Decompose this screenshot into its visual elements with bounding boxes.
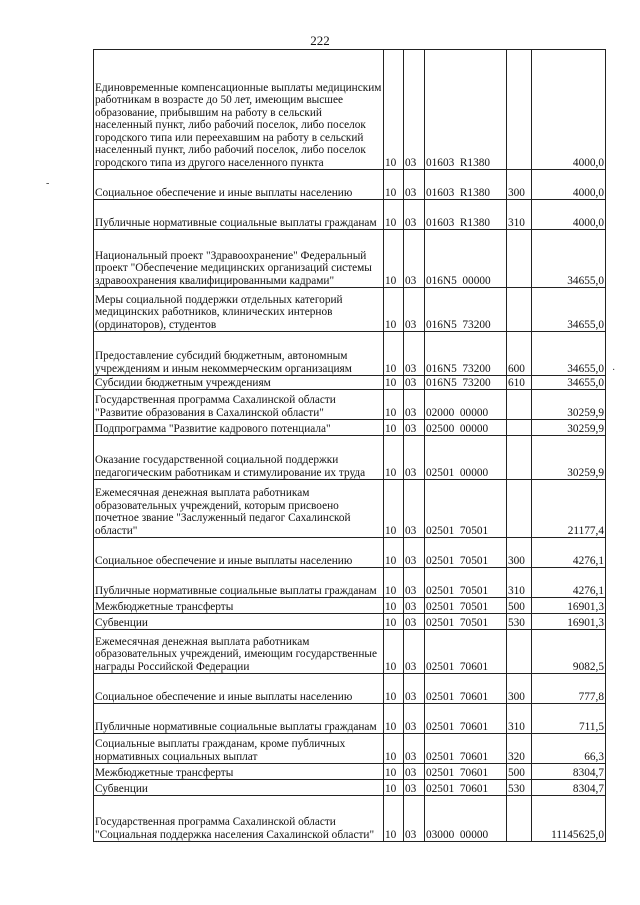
- row-name-cell: Межбюджетные трансферты: [94, 598, 384, 614]
- row-section-cell: 10: [384, 200, 404, 230]
- table-row: [94, 568, 606, 598]
- row-target-article-cell: 02000 00000: [425, 390, 507, 420]
- row-expense-type-cell: 500: [507, 764, 532, 780]
- row-sum-cell: 66,3: [532, 734, 606, 764]
- table-row: [94, 50, 606, 170]
- row-expense-type-cell: 310: [507, 200, 532, 230]
- table-row: [94, 598, 606, 614]
- row-target-article-cell: 02501 70501: [425, 614, 507, 630]
- row-subsection-cell: 03: [404, 170, 425, 200]
- row-subsection-cell: 03: [404, 420, 425, 436]
- table-row: [94, 780, 606, 796]
- table-row: [94, 288, 606, 332]
- row-expense-type-cell: [507, 288, 532, 332]
- page-number: 222: [310, 33, 330, 48]
- row-target-article-cell: 02501 00000: [425, 436, 507, 480]
- row-expense-type-cell: 530: [507, 780, 532, 796]
- row-name-cell: Субвенции: [94, 780, 384, 796]
- row-section-cell: 10: [384, 568, 404, 598]
- row-section-cell: 10: [384, 674, 404, 704]
- row-section-cell: 10: [384, 734, 404, 764]
- row-name-cell: Государственная программа Сахалинской области "Развитие образования в Сахалинской области": [94, 390, 384, 420]
- row-target-article-cell: 02501 70501: [425, 568, 507, 598]
- scan-mark: ‐: [46, 178, 50, 189]
- row-name-cell: Социальные выплаты гражданам, кроме публичных нормативных социальных выплат: [94, 734, 384, 764]
- row-subsection-cell: 03: [404, 614, 425, 630]
- row-target-article-cell: 01603 R1380: [425, 170, 507, 200]
- row-subsection-cell: 03: [404, 288, 425, 332]
- row-expense-type-cell: [507, 630, 532, 674]
- row-subsection-cell: 03: [404, 230, 425, 288]
- table-row: [94, 614, 606, 630]
- row-target-article-cell: 02501 70601: [425, 734, 507, 764]
- row-expense-type-cell: [507, 420, 532, 436]
- row-name-cell: Подпрограмма "Развитие кадрового потенциала": [94, 420, 384, 436]
- row-name-cell: Субсидии бюджетным учреждениям: [94, 376, 384, 390]
- table-row: [94, 230, 606, 288]
- row-sum-cell: 4000,0: [532, 200, 606, 230]
- row-name-cell: Публичные нормативные социальные выплаты гражданам: [94, 568, 384, 598]
- table-row: [94, 436, 606, 480]
- table-row: [94, 734, 606, 764]
- row-expense-type-cell: 300: [507, 170, 532, 200]
- row-subsection-cell: 03: [404, 390, 425, 420]
- row-expense-type-cell: 500: [507, 598, 532, 614]
- row-sum-cell: 21177,4: [532, 480, 606, 538]
- row-sum-cell: 9082,5: [532, 630, 606, 674]
- row-sum-cell: 30259,9: [532, 436, 606, 480]
- row-name-cell: Публичные нормативные социальные выплаты гражданам: [94, 704, 384, 734]
- row-target-article-cell: 016N5 73200: [425, 376, 507, 390]
- row-sum-cell: 34655,0: [532, 376, 606, 390]
- row-sum-cell: 777,8: [532, 674, 606, 704]
- row-subsection-cell: 03: [404, 780, 425, 796]
- row-expense-type-cell: [507, 796, 532, 842]
- row-expense-type-cell: 530: [507, 614, 532, 630]
- table-row: [94, 704, 606, 734]
- row-target-article-cell: 02500 00000: [425, 420, 507, 436]
- table-row: [94, 538, 606, 568]
- row-section-cell: 10: [384, 598, 404, 614]
- row-expense-type-cell: [507, 230, 532, 288]
- table-row: [94, 332, 606, 376]
- row-section-cell: 10: [384, 170, 404, 200]
- row-section-cell: 10: [384, 288, 404, 332]
- row-section-cell: 10: [384, 480, 404, 538]
- row-name-cell: Предоставление субсидий бюджетным, автономным учреждениям и иным некоммерческим организациям: [94, 332, 384, 376]
- row-section-cell: 10: [384, 614, 404, 630]
- row-expense-type-cell: [507, 436, 532, 480]
- row-sum-cell: 16901,3: [532, 614, 606, 630]
- row-name-cell: Единовременные компенсационные выплаты медицинским работникам в возрасте до 50 лет, имеющим высшее образование, прибывшим на работу в сельский населенный пункт, либо рабочий поселок, либо поселок городского типа или переехавшим на работу в сельский населенный пункт, либо рабочий поселок, либо поселок городского типа из другого населенного пункта: [94, 50, 384, 170]
- row-section-cell: 10: [384, 436, 404, 480]
- table-row: [94, 480, 606, 538]
- row-sum-cell: 16901,3: [532, 598, 606, 614]
- row-subsection-cell: 03: [404, 674, 425, 704]
- row-section-cell: 10: [384, 376, 404, 390]
- row-sum-cell: 34655,0: [532, 332, 606, 376]
- row-target-article-cell: 016N5 73200: [425, 288, 507, 332]
- row-section-cell: 10: [384, 796, 404, 842]
- row-expense-type-cell: 600: [507, 332, 532, 376]
- row-sum-cell: 30259,9: [532, 390, 606, 420]
- row-section-cell: 10: [384, 704, 404, 734]
- row-subsection-cell: 03: [404, 704, 425, 734]
- row-sum-cell: 30259,9: [532, 420, 606, 436]
- row-target-article-cell: 02501 70601: [425, 630, 507, 674]
- row-expense-type-cell: [507, 50, 532, 170]
- row-subsection-cell: 03: [404, 568, 425, 598]
- row-expense-type-cell: 300: [507, 538, 532, 568]
- row-name-cell: Ежемесячная денежная выплата работникам образовательных учреждений, которым присвоено почетное звание "Заслуженный педагог Сахалинской области": [94, 480, 384, 538]
- table-row: [94, 170, 606, 200]
- row-section-cell: 10: [384, 230, 404, 288]
- row-subsection-cell: 03: [404, 796, 425, 842]
- row-subsection-cell: 03: [404, 200, 425, 230]
- row-name-cell: Социальное обеспечение и иные выплаты населению: [94, 170, 384, 200]
- row-section-cell: 10: [384, 420, 404, 436]
- row-sum-cell: 8304,7: [532, 780, 606, 796]
- row-name-cell: Меры социальной поддержки отдельных категорий медицинских работников, клинических интернов (ординаторов), студентов: [94, 288, 384, 332]
- row-section-cell: 10: [384, 390, 404, 420]
- row-section-cell: 10: [384, 332, 404, 376]
- row-target-article-cell: 02501 70501: [425, 598, 507, 614]
- row-expense-type-cell: 300: [507, 674, 532, 704]
- table-row: [94, 420, 606, 436]
- row-subsection-cell: 03: [404, 480, 425, 538]
- table-row: [94, 390, 606, 420]
- row-target-article-cell: 01603 R1380: [425, 200, 507, 230]
- row-sum-cell: 4276,1: [532, 538, 606, 568]
- row-name-cell: Субвенции: [94, 614, 384, 630]
- row-sum-cell: 34655,0: [532, 230, 606, 288]
- row-expense-type-cell: 320: [507, 734, 532, 764]
- row-target-article-cell: 02501 70501: [425, 480, 507, 538]
- row-target-article-cell: 02501 70601: [425, 764, 507, 780]
- table-row: [94, 630, 606, 674]
- row-expense-type-cell: [507, 480, 532, 538]
- row-section-cell: 10: [384, 630, 404, 674]
- row-target-article-cell: 016N5 73200: [425, 332, 507, 376]
- row-section-cell: 10: [384, 50, 404, 170]
- row-section-cell: 10: [384, 538, 404, 568]
- row-sum-cell: 4000,0: [532, 170, 606, 200]
- row-name-cell: Государственная программа Сахалинской области "Социальная поддержка населения Сахалинской области": [94, 796, 384, 842]
- row-sum-cell: 11145625,0: [532, 796, 606, 842]
- scan-mark: ·: [612, 365, 616, 376]
- row-subsection-cell: 03: [404, 332, 425, 376]
- row-section-cell: 10: [384, 764, 404, 780]
- row-expense-type-cell: 310: [507, 568, 532, 598]
- row-target-article-cell: 02501 70501: [425, 538, 507, 568]
- row-subsection-cell: 03: [404, 436, 425, 480]
- row-name-cell: Межбюджетные трансферты: [94, 764, 384, 780]
- row-name-cell: Социальное обеспечение и иные выплаты населению: [94, 674, 384, 704]
- row-sum-cell: 34655,0: [532, 288, 606, 332]
- budget-table: [93, 49, 606, 842]
- row-target-article-cell: 016N5 00000: [425, 230, 507, 288]
- table-row: [94, 200, 606, 230]
- row-target-article-cell: 02501 70601: [425, 780, 507, 796]
- row-name-cell: Социальное обеспечение и иные выплаты населению: [94, 538, 384, 568]
- row-sum-cell: 711,5: [532, 704, 606, 734]
- row-name-cell: Оказание государственной социальной поддержки педагогическим работникам и стимулирование их труда: [94, 436, 384, 480]
- row-target-article-cell: 02501 70601: [425, 674, 507, 704]
- row-expense-type-cell: 310: [507, 704, 532, 734]
- row-subsection-cell: 03: [404, 50, 425, 170]
- row-sum-cell: 4000,0: [532, 50, 606, 170]
- table-row: [94, 764, 606, 780]
- row-subsection-cell: 03: [404, 764, 425, 780]
- row-name-cell: Национальный проект "Здравоохранение" Федеральный проект "Обеспечение медицинских организаций системы здравоохранения квалифицированными кадрами": [94, 230, 384, 288]
- row-subsection-cell: 03: [404, 538, 425, 568]
- row-target-article-cell: 02501 70601: [425, 704, 507, 734]
- row-name-cell: Ежемесячная денежная выплата работникам образовательных учреждений, имеющим государственные награды Российской Федерации: [94, 630, 384, 674]
- row-subsection-cell: 03: [404, 598, 425, 614]
- row-subsection-cell: 03: [404, 376, 425, 390]
- row-section-cell: 10: [384, 780, 404, 796]
- row-expense-type-cell: [507, 390, 532, 420]
- row-sum-cell: 8304,7: [532, 764, 606, 780]
- row-subsection-cell: 03: [404, 734, 425, 764]
- row-name-cell: Публичные нормативные социальные выплаты гражданам: [94, 200, 384, 230]
- row-expense-type-cell: 610: [507, 376, 532, 390]
- row-subsection-cell: 03: [404, 630, 425, 674]
- row-target-article-cell: 03000 00000: [425, 796, 507, 842]
- table-row: [94, 674, 606, 704]
- row-target-article-cell: 01603 R1380: [425, 50, 507, 170]
- table-row: [94, 796, 606, 842]
- row-sum-cell: 4276,1: [532, 568, 606, 598]
- table-row: [94, 376, 606, 390]
